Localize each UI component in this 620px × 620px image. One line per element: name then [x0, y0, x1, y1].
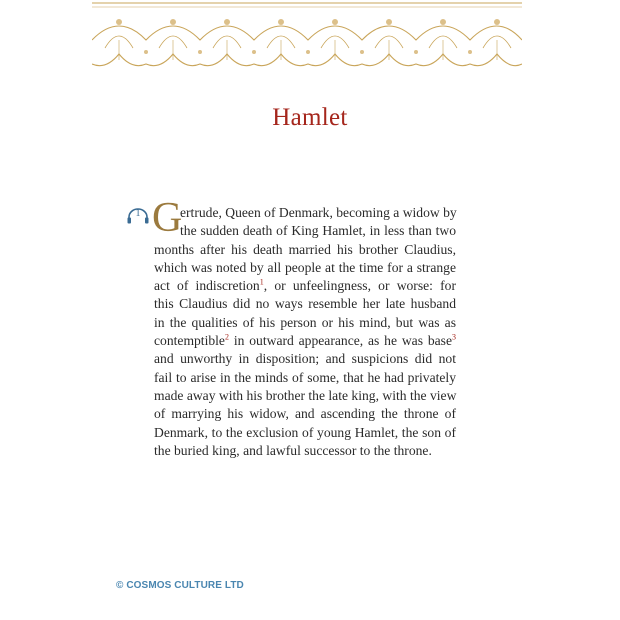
paragraph-line: contemptible$^2$ in outward appearance, as he was base$^3$ [154, 332, 456, 349]
footnote-marker[interactable]: 3 [452, 332, 456, 342]
paragraph-line: which was noted by all people at the time for a strange [154, 259, 456, 275]
paragraph-line: made away with his brother the late king, with the view [154, 387, 457, 403]
paragraph-line: ertrude, Queen of Denmark, becoming a widow by [180, 205, 457, 220]
paragraph-line: the sudden death of King Hamlet, in less than two [180, 223, 456, 239]
footnote-marker[interactable]: 1 [259, 277, 264, 287]
paragraph [154, 204, 456, 460]
book-title: Hamlet [272, 104, 348, 131]
paragraph-line: Denmark, to the exclusion of young Hamlet, the son of [154, 424, 456, 440]
paragraph-line: and unworthy in disposition; and suspicions did not [154, 351, 456, 367]
headphones-icon[interactable] [125, 207, 151, 225]
audio-track-number: 1 [135, 208, 141, 219]
paragraph-line: the buried king, and lawful successor to the throne. [154, 442, 432, 458]
drop-cap: G [152, 195, 183, 241]
paragraph-line: of marrying his widow, and ascending the throne of [154, 406, 456, 422]
paragraph-line: fail to arise in the minds of some, that he had privately [154, 369, 456, 385]
paragraph-line: this Claudius did no ways resemble her late husband [154, 296, 456, 312]
ornament-border [92, 0, 522, 72]
paragraph-line: months after his death married his brother Claudius, [154, 241, 456, 257]
copyright-notice: © COSMOS CULTURE LTD [116, 580, 244, 591]
paragraph-line: act of indiscretion$^1$, or unfeelingness, or worse: for [154, 277, 456, 294]
paragraph-line: in the qualities of his person or his mind, but was as [154, 314, 456, 330]
footnote-marker[interactable]: 2 [224, 332, 229, 342]
